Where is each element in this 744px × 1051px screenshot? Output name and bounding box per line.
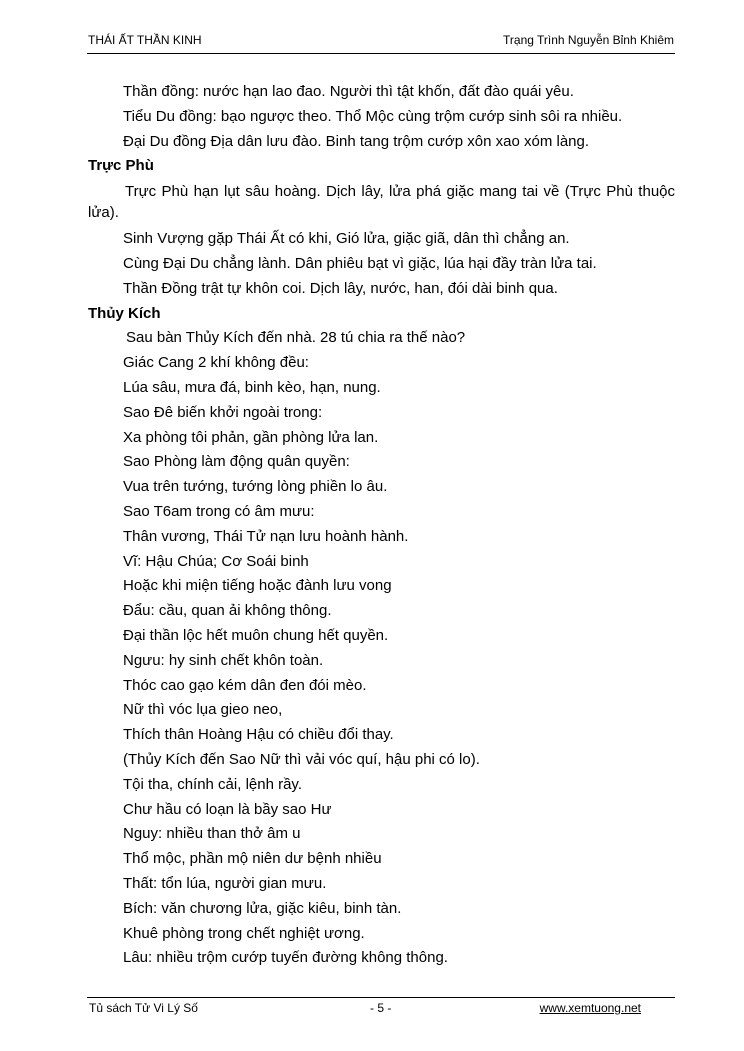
- text-line: Thất: tổn lúa, người gian mưu.: [123, 874, 327, 892]
- text-line: Thổ mộc, phần mộ niên dư bệnh nhiều: [123, 850, 382, 868]
- text-line: Lúa sâu, mưa đá, binh kèo, hạn, nung.: [123, 378, 381, 396]
- text-line: Vua trên tướng, tướng lòng phiền lo âu.: [123, 478, 388, 496]
- book-title: THÁI ẤT THẦN KINH: [88, 33, 202, 47]
- text-line: Đại Du đồng Địa dân lưu đào. Binh tang trộm cướp xôn xao xóm làng.: [123, 132, 590, 150]
- text-line: Cùng Đại Du chẳng lành. Dân phiêu bạt vì giặc, lúa hại đầy tràn lửa tai.: [123, 254, 597, 272]
- text-line: Giác Cang 2 khí không đều:: [123, 354, 309, 372]
- text-line: Thích thân Hoàng Hậu có chiều đổi thay.: [123, 726, 394, 744]
- text-line: Tiểu Du đồng: bạo ngược theo. Thổ Mộc cùng trộm cướp sinh sôi ra nhiều.: [123, 107, 623, 125]
- text-line: Chư hầu có loạn là bầy sao Hư: [123, 800, 332, 818]
- text-line: Ngưu: hy sinh chết khôn toàn.: [123, 651, 324, 669]
- text-line: (Thủy Kích đến Sao Nữ thì vải vóc quí, hậu phi có lo).: [123, 750, 480, 768]
- text-line: Xa phòng tôi phản, gần phòng lửa lan.: [123, 428, 379, 446]
- section-heading-thuy-kich: Thủy Kích: [88, 304, 161, 322]
- page-footer: [87, 997, 675, 1018]
- page-number: - 5 -: [370, 1001, 392, 1015]
- page-header: [87, 33, 675, 54]
- website-link[interactable]: www.xemtuong.net: [539, 1001, 641, 1015]
- text-line: Đẩu: cầu, quan ải không thông.: [123, 602, 332, 620]
- page-body: [88, 80, 675, 971]
- text-line: Khuê phòng trong chết nghiệt ương.: [123, 924, 365, 942]
- author-name: Trạng Trình Nguyễn Bỉnh Khiêm: [503, 33, 674, 47]
- text-line: Nữ thì vóc lụa gieo neo,: [123, 701, 283, 719]
- text-line: Thần Đồng trật tự khôn coi. Dịch lây, nước, han, đói dài binh qua.: [123, 279, 558, 297]
- section-heading-truc-phu: Trực Phù: [88, 157, 154, 175]
- text-line: Vĩ: Hậu Chúa; Cơ Soái binh: [123, 552, 309, 570]
- text-line: Bích: văn chương lửa, giặc kiêu, binh tàn.: [123, 899, 402, 917]
- text-line: Thóc cao gạo kém dân đen đói mèo.: [123, 676, 367, 694]
- text-line: Sao Phòng làm động quân quyền:: [123, 453, 350, 471]
- text-line: Hoặc khi miện tiếng hoặc đành lưu vong: [123, 577, 392, 595]
- text-line: Sinh Vượng gặp Thái Ất có khi, Gió lửa, giặc giã, dân thì chẳng an.: [123, 230, 570, 248]
- text-line: Tội tha, chính cải, lệnh rầy.: [123, 775, 302, 793]
- text-line: Sao Đê biến khởi ngoài trong:: [123, 403, 323, 421]
- text-line: Nguy: nhiều than thở âm u: [123, 825, 301, 843]
- text-line: Lâu: nhiều trộm cướp tuyến đường không thông.: [123, 949, 448, 967]
- text-line: Đại thần lộc hết muôn chung hết quyền.: [123, 626, 389, 644]
- series-name: Tủ sách Tử Vi Lý Số: [89, 1001, 198, 1015]
- text-line: Sao T6am trong có âm mưu:: [123, 502, 315, 520]
- text-paragraph: Trực Phù hạn lụt sâu hoàng. Dịch lây, lửa phá giặc mang tai về (Trực Phù thuộc lửa).: [88, 183, 675, 222]
- text-line: Thần đồng: nước hạn lao đao. Người thì tật khốn, đất đào quái yêu.: [123, 83, 574, 100]
- text-line: Thân vương, Thái Tử nạn lưu hoành hành.: [123, 527, 409, 545]
- text-line: Sau bàn Thủy Kích đến nhà. 28 tú chia ra thế nào?: [126, 329, 466, 347]
